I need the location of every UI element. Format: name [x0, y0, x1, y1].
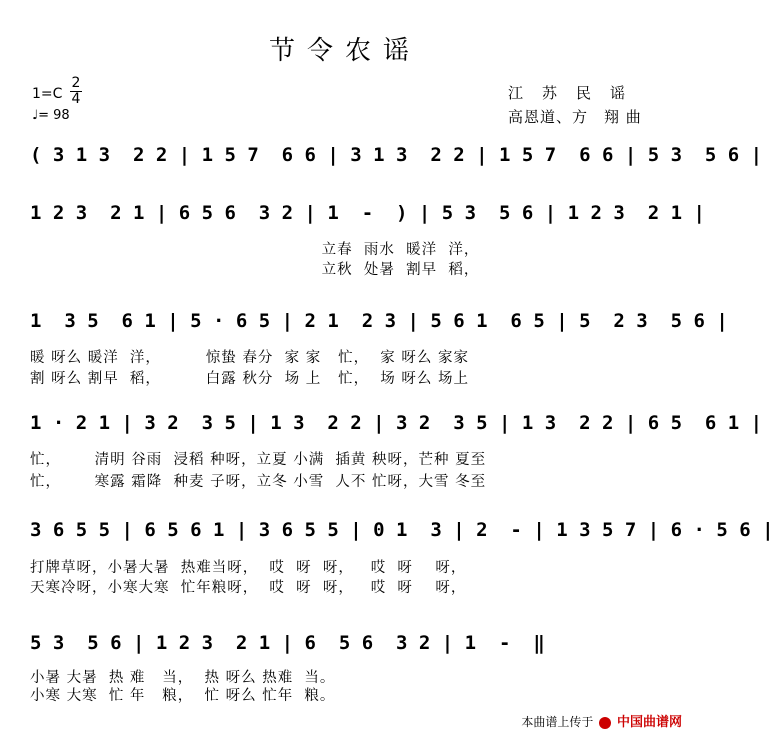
lyrics-verse-2: 立秋 处暑 割早 稻，: [30, 262, 480, 278]
lyrics-verse-1: 暖 呀么 暖洋 洋， 惊蛰 春分 家 家 忙， 家 呀么 家家: [30, 350, 470, 366]
notation-line: 3 6 5 5 | 6 5 6 1 | 3 6 5 5 | 0 1 3 | 2 - | 1 3 5 7 | 6 · 5 6 |: [30, 519, 774, 541]
upload-credit-prefix: 本曲谱上传于: [521, 715, 594, 729]
score-system-6: [30, 628, 666, 662]
score-system-4: [30, 408, 763, 442]
lyrics-verse-1: 小暑 大暑 热 难 当， 热 呀么 热难 当。: [30, 670, 336, 686]
time-sig-bottom: 4: [71, 91, 81, 107]
time-sig-top: 2: [71, 75, 81, 91]
score-system-5: [30, 515, 774, 549]
tempo-value: = 98: [38, 108, 70, 123]
song-source: 江 苏 民 谣: [508, 84, 628, 102]
site-name-link[interactable]: 中国曲谱网: [616, 715, 682, 730]
notation-line: 5 3 5 6 | 1 2 3 2 1 | 6 5 6 3 2 | 1 - ‖: [30, 632, 545, 654]
composer-credit: 高恩道、方 翔 曲: [508, 108, 642, 126]
score-system-1: [30, 140, 763, 174]
lyrics-verse-1: 忙， 清明 谷雨 浸稻 种呀，立夏 小满 插黄 秧呀，芒种 夏至: [30, 452, 487, 468]
lyrics-verse-2: 天寒冷呀，小寒大寒 忙年粮呀， 哎 呀 呀， 哎 呀 呀，: [30, 580, 467, 596]
notation-line: ( 3 1 3 2 2 | 1 5 7 6 6 | 3 1 3 2 2 | 1 5 7 6 6 | 5 3 5 6 |: [30, 144, 763, 166]
key-signature: [32, 86, 62, 102]
notation-line: 1 3 5 6 1 | 5 · 6 5 | 2 1 2 3 | 5 6 1 6 5 | 5 2 3 5 6 |: [30, 310, 728, 332]
lyrics-verse-2: 割 呀么 割早 稻， 白露 秋分 场 上 忙， 场 呀么 场上: [30, 371, 470, 387]
notation-line: 1 2 3 2 1 | 6 5 6 3 2 | 1 - ) | 5 3 5 6 | 1 2 3 2 1 |: [30, 202, 705, 224]
score-system-2: [30, 198, 705, 232]
upload-credit: [521, 711, 682, 730]
lyrics-verse-1: 立春 雨水 暖洋 洋，: [30, 242, 480, 258]
notation-line: 1 · 2 1 | 3 2 3 5 | 1 3 2 2 | 3 2 3 5 | 1 3 2 2 | 6 5 6 1 |: [30, 412, 763, 434]
key-label: 1=C: [32, 86, 63, 102]
score-system-3: [30, 306, 728, 340]
quarter-note-icon: ♩: [32, 108, 39, 123]
page-title: 节令农谣: [268, 36, 421, 66]
tempo-marking: [32, 108, 70, 123]
lyrics-verse-2: 小寒 大寒 忙 年 粮， 忙 呀么 忙年 粮。: [30, 688, 336, 704]
lyrics-verse-2: 忙， 寒露 霜降 种麦 子呀，立冬 小雪 人不 忙呀，大雪 冬至: [30, 474, 487, 490]
site-logo-icon: [599, 717, 611, 729]
lyrics-verse-1: 打牌草呀，小暑大暑 热难当呀， 哎 呀 呀， 哎 呀 呀，: [30, 560, 467, 576]
time-signature: [70, 76, 82, 107]
